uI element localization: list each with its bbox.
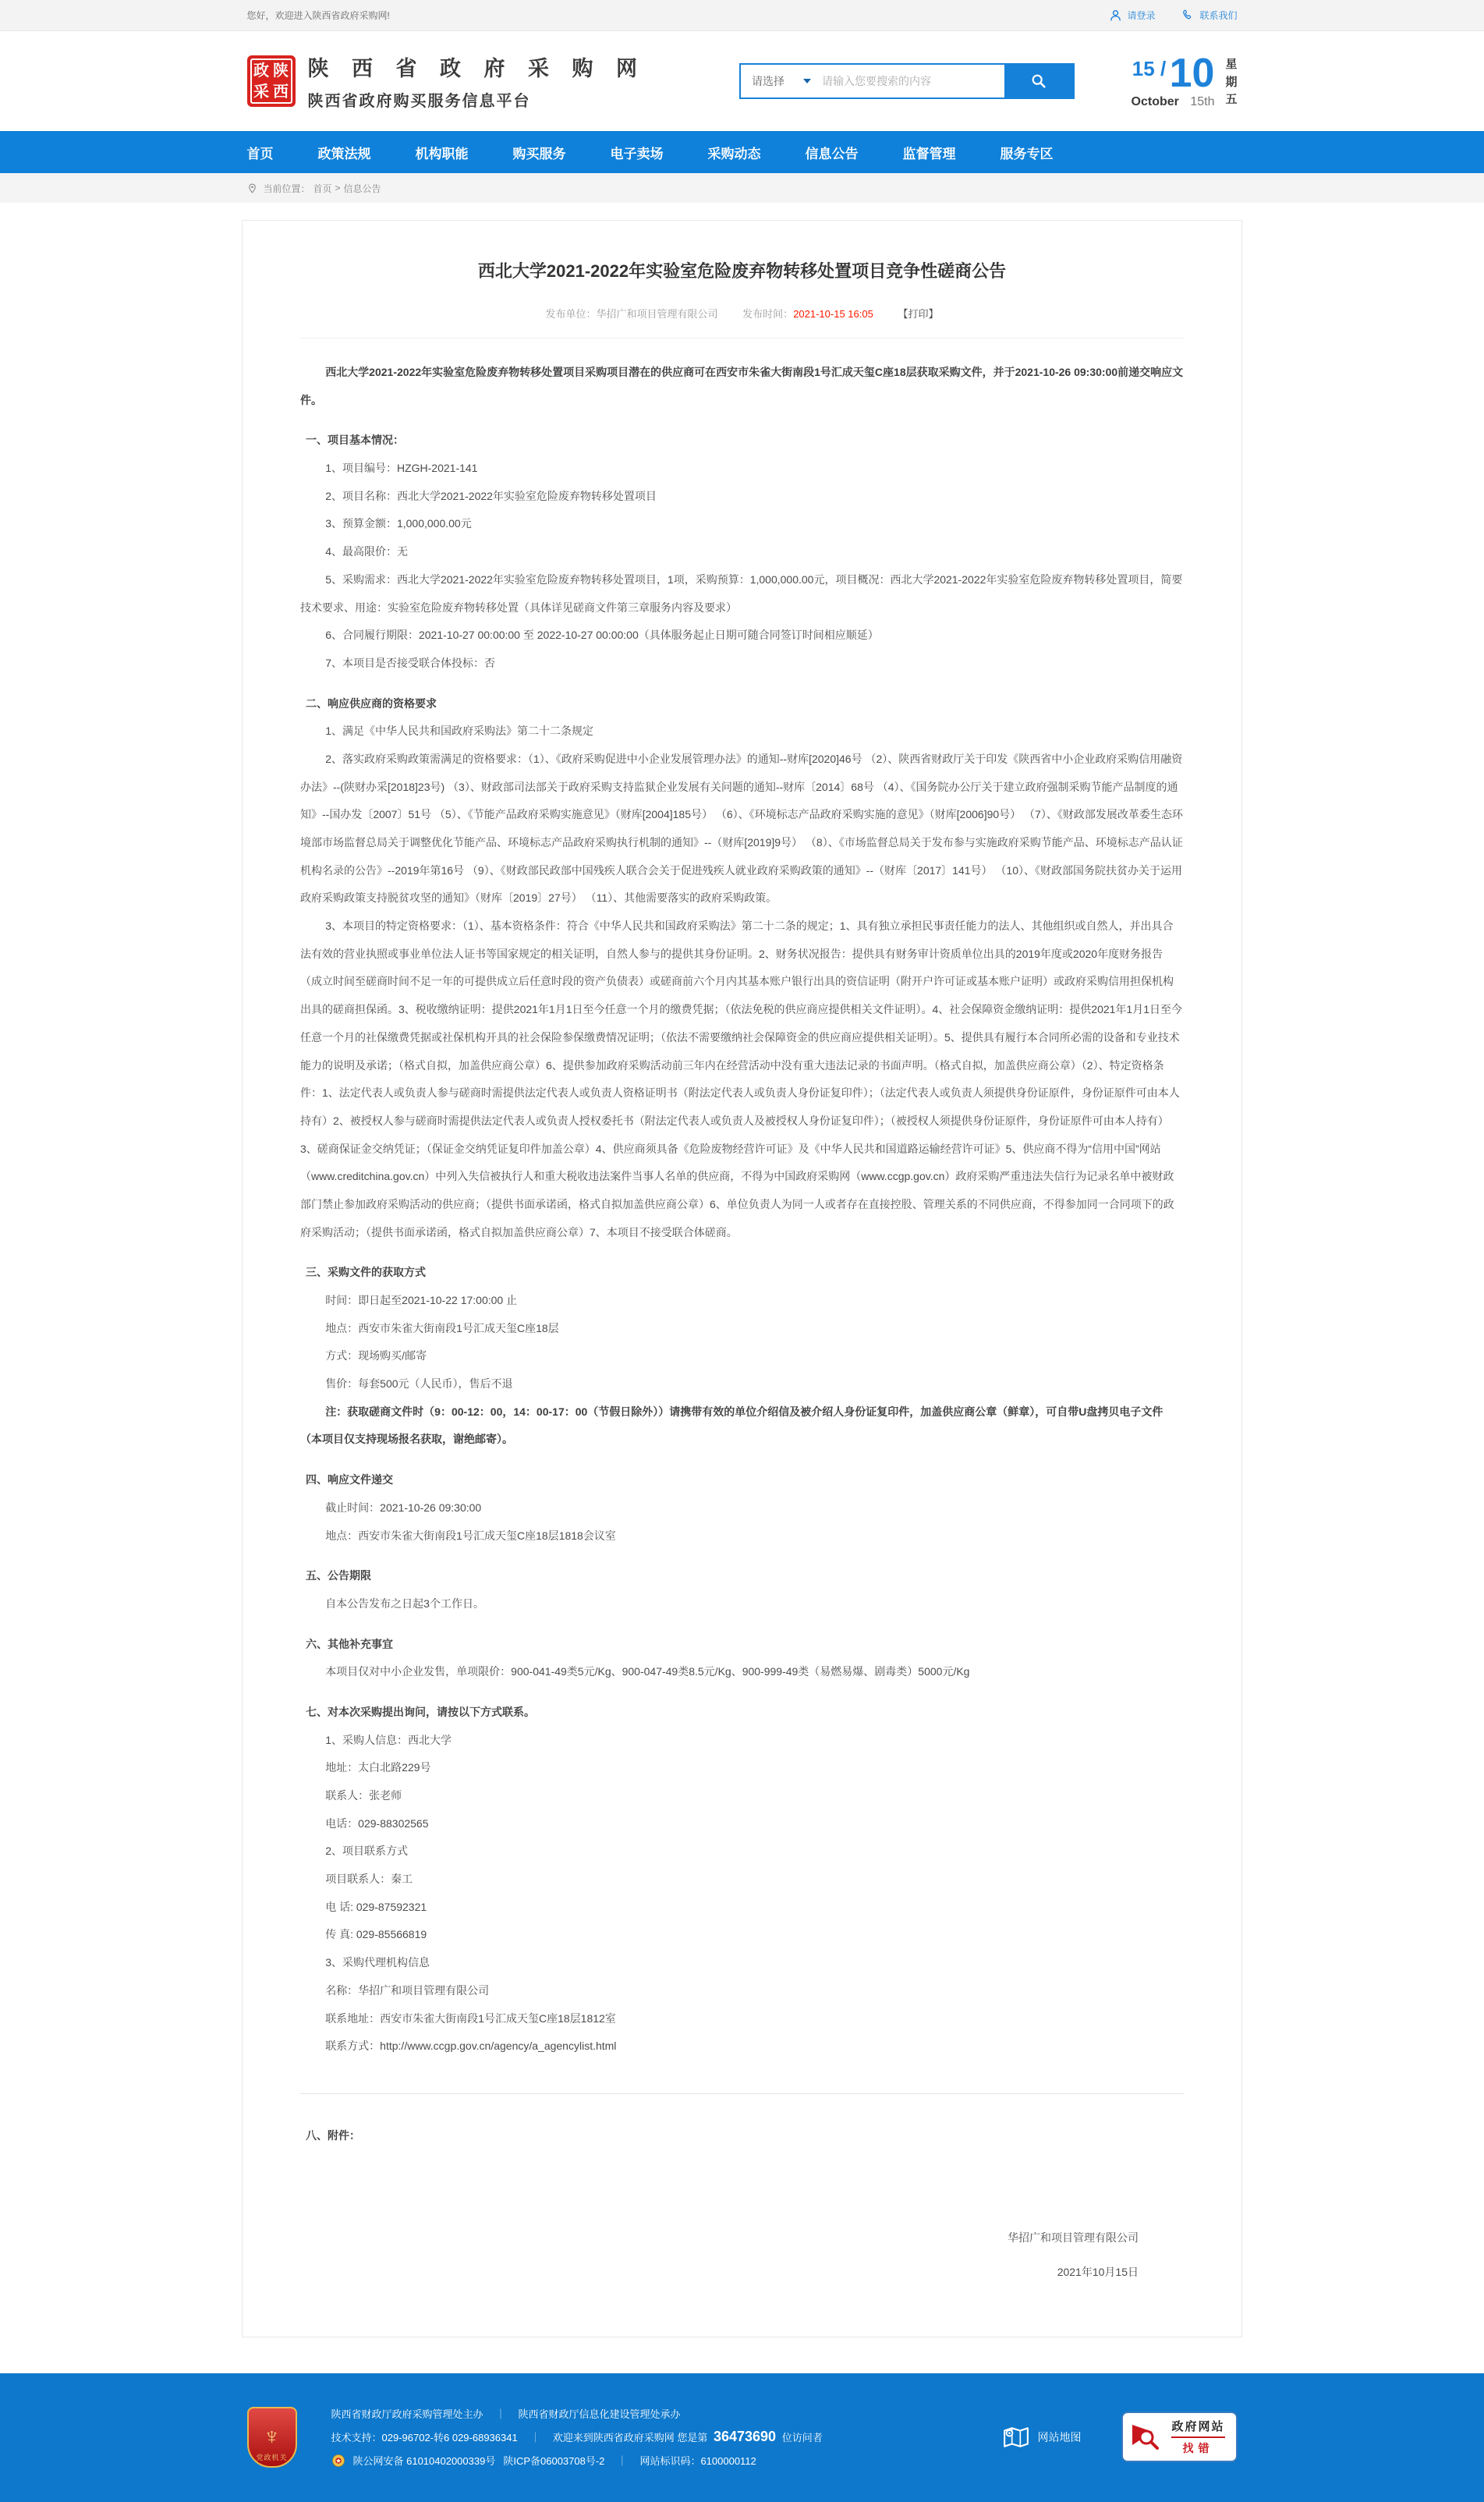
welcome-text: 您好，欢迎进入陕西省政府采购网! <box>246 10 390 21</box>
article-paragraph: 地点：西安市朱雀大街南段1号汇成天玺C座18层1818会议室 <box>325 1529 616 1542</box>
site-subtitle: 陕西省政府购买服务信息平台 <box>307 93 531 110</box>
site-footer: ♆ 党政机关 陕西省财政厅政府采购管理处主办 ｜ 陕西省财政厅信息化建设管理处承办 技术支持：029-96702-转6 029-68936341 ｜ 欢迎来到陕西省政府采购网 您是第 36473690 位访问者 陕公网安备 61010402000339号 陕ICP备06003708号-2 ｜ 网站标识码：6100000112 网站地图 政府网站 找错 <box>0 2373 1484 2502</box>
article-paragraph: 2、落实政府采购政策需满足的资格要求：（1）、《政府采购促进中小企业发展管理办法》的通知--财库[2020]46号 （2）、陕西省财政厅关于印发《陕西省中小企业政府采购信用融资办法》--(陕财办采[2018]23号) （3）、财政部司法部关于政府采购支持监狱企业发展有关问题的通知--财库〔2014〕68号 （4）、《国务院办公厅关于建立政府强制采购节能产品制度的通知》--国办发〔2007〕51号 （5）、《节能产品政府采购实施意见》（财库[2004]185号） （6）、《环境标志产品政府采购实施的意见》（财库[2006]90号） （7）、《财政部发展改革委生态环境部市场监督总局关于调整优化节能产品、环境标志产品政府采购执行机制的通知》--（财库[2019]9号） （8）、《市场监督总局关于发布参与实施政府采购节能产品、环境标志产品认证机构名录的公告》--2019年第16号 （9）、《财政部民政部中国残疾人联合会关于促进残疾人就业政府采购政策的通知》--（财库〔2017〕141号） （10）、《财政部国务院扶贫办关于运用政府采购政策支持脱贫攻坚的通知》（财库〔2019〕27号） （11）、其他需要落实的政府采购政策。 <box>300 752 1183 905</box>
search-category-select[interactable] <box>741 65 822 97</box>
article-paragraph: 注：获取磋商文件时（9：00-12：00，14：00-17：00（节假日除外））请携带有效的单位介绍信及被介绍人身份证复印件，加盖供应商公章（鲜章），可自带U盘拷贝电子文件（本项目仅支持现场报名获取，谢绝邮寄）。 <box>300 1405 1163 1446</box>
main-nav <box>0 131 1484 173</box>
nav-item[interactable]: 机构职能 <box>415 146 469 161</box>
publisher-label: 发布单位： <box>545 308 597 320</box>
logo-seal-icon: 政 陕 采 西 <box>247 55 296 107</box>
article-paragraph: 2、项目名称：西北大学2021-2022年实验室危险废弃物转移处置项目 <box>325 489 657 502</box>
article-paragraph: 2、项目联系方式 <box>325 1845 408 1858</box>
article-paragraph: 1、采购人信息：西北大学 <box>325 1733 452 1746</box>
emblem-label: 党政机关 <box>256 2453 288 2461</box>
nav-item[interactable]: 信息公告 <box>805 146 859 161</box>
publish-time-value: 2021-10-15 16:05 <box>793 308 873 320</box>
print-button[interactable]: 【打印】 <box>898 308 939 320</box>
article-paragraph: 传 真: 029-85566819 <box>325 1928 427 1941</box>
attachment-heading: 八、附件： <box>306 2128 360 2142</box>
footer-gongan-beian[interactable]: 陕公网安备 61010402000339号 <box>352 2455 496 2468</box>
article-paragraph: 时间：即日起至2021-10-22 17:00:00 止 <box>325 1294 518 1306</box>
site-header <box>0 31 1484 131</box>
article-paragraph: 7、本项目是否接受联合体投标：否 <box>325 656 495 669</box>
article-paragraph: 地点：西安市朱雀大街南段1号汇成天玺C座18层 <box>325 1321 559 1334</box>
date-day-en: 15th <box>1190 95 1215 108</box>
article-paragraph: 1、满足《中华人民共和国政府采购法》第二十二条规定 <box>325 725 593 738</box>
article-paragraph: 截止时间：2021-10-26 09:30:00 <box>325 1501 482 1514</box>
article-paragraph: 自本公告发布之日起3个工作日。 <box>325 1597 484 1610</box>
article-paragraph: 五、公告期限 <box>306 1569 371 1582</box>
signature-company: 华招广和项目管理有限公司 <box>1008 2231 1139 2244</box>
article-paragraph: 3、本项目的特定资格要求：（1）、基本资格条件：符合《中华人民共和国政府采购法》第二十二条的规定；1、具有独立承担民事责任能力的法人、其他组织或自然人，并出具合法有效的营业执照或事业单位法人证书等国家规定的相关证明，自然人参与的提供其身份证明。2、财务状况报告：提供具有财务审计资质单位出具的2019年度或2020年度财务报告（成立时间至磋商时间不足一年的可提供成立后任意时段的资产负债表）或磋商前六个月内其基本账户银行出具的资信证明（附开户许可证或基本账户证明）或政府采购信用担保机构出具的磋商担保函。3、税收缴纳证明：提供2021年1月1日至今任意一个月的缴费凭据；（依法免税的供应商应提供相关文件证明）。4、社会保障资金缴纳证明：提供2021年1月1日至今任意一个月的社保缴费凭据或社保机构开具的社会保险参保缴费情况证明；（依法不需要缴纳社会保障资金的供应商应提供相关证明）。5、提供具有履行本合同所必需的设备和专业技术能力的说明及承诺；（格式自拟，加盖供应商公章）6、提供参加政府采购活动前三年内在经营活动中没有重大违法记录的书面声明。（格式自拟，加盖供应商公章）（2）、特定资格条件：1、法定代表人或负责人参与磋商时需提供法定代表人或负责人资格证明书（附法定代表人或负责人身份证复印件）；（法定代表人或负责人须提供身份证原件，身份证原件可由本人持有）2、被授权人参与磋商时需提供法定代表人或负责人授权委托书（附法定代表人或负责人及被授权人身份证复印件）；（被授权人须提供身份证原件，身份证原件可由本人持有）3、磋商保证金交纳凭证；（保证金交纳凭证复印件加盖公章）4、供应商须具备《危险废物经营许可证》及《中华人民共和国道路运输经营许可证》5、供应商不得为“信用中国”网站（www.creditchina.gov.cn）中列入失信被执行人和重大税收违法案件当事人名单的供应商，不得为中国政府采购网（www.ccgp.gov.cn）政府采购严重违法失信行为记录名单中被财政部门禁止参加政府采购活动的供应商；（提供书面承诺函，格式自拟加盖供应商公章）6、单位负责人为同一人或者存在直接控股、管理关系的不同供应商，不得参加同一合同项下的政府采购活动；（提供书面承诺函，格式自拟加盖供应商公章）7、本项目不接受联合体磋商。 <box>300 920 1183 1239</box>
date-widget: 15 / 10 October 15th 星 期 五 <box>1131 51 1238 108</box>
user-icon <box>1109 9 1122 22</box>
article-paragraph: 三、采购文件的获取方式 <box>306 1266 426 1279</box>
article-body <box>300 359 1184 2061</box>
sitemap-label: 网站地图 <box>1037 2430 1082 2444</box>
search-select-label: 请选择 <box>752 75 785 87</box>
article-paragraph: 四、响应文件递交 <box>306 1473 393 1487</box>
article-paragraph: 六、其他补充事宜 <box>306 1637 393 1650</box>
sitemap-icon <box>1003 2426 1029 2449</box>
contact-link[interactable] <box>1181 9 1237 22</box>
gov-site-error-report-badge[interactable] <box>1121 2412 1237 2462</box>
nav-item[interactable]: 首页 <box>246 146 274 161</box>
err-badge-subtitle: 找错 <box>1182 2442 1214 2455</box>
site-logo[interactable] <box>247 51 646 111</box>
sitemap-link[interactable] <box>1003 2426 1081 2449</box>
login-label: 请登录 <box>1127 10 1156 21</box>
contact-label: 联系我们 <box>1199 10 1238 21</box>
publish-time-label: 发布时间： <box>742 308 794 320</box>
footer-tech-support: 技术支持：029-96702-转6 029-68936341 <box>331 2432 518 2444</box>
announcement-card <box>242 220 1242 2337</box>
article-paragraph: 二、响应供应商的资格要求 <box>306 696 437 710</box>
article-paragraph: 联系人：张老师 <box>325 1789 402 1802</box>
breadcrumb-home[interactable]: 首页 <box>313 183 332 194</box>
err-badge-title: 政府网站 <box>1171 2418 1224 2438</box>
article-paragraph: 七、对本次采购提出询问，请按以下方式联系。 <box>306 1705 535 1718</box>
top-bar <box>0 0 1484 31</box>
date-month: 10 <box>1169 51 1215 96</box>
breadcrumb-separator: > <box>335 183 341 193</box>
article-paragraph: 一、项目基本情况： <box>306 434 404 447</box>
article-paragraph: 电 话: 029-87592321 <box>325 1900 427 1913</box>
article-paragraph: 3、预算金额：1,000,000.00元 <box>325 517 472 530</box>
nav-item[interactable]: 政策法规 <box>317 146 371 161</box>
article-paragraph: 本项目仅对中小企业发售，单项限价：900-041-49类5元/Kg、900-047-49类8.5元/Kg、900-999-49类（易燃易爆、剧毒类）5000元/Kg <box>325 1665 970 1678</box>
article-paragraph: 1、项目编号：HZGH-2021-141 <box>325 462 478 475</box>
police-badge-icon <box>331 2454 345 2468</box>
article-paragraph: 5、采购需求：西北大学2021-2022年实验室危险废弃物转移处置项目，1项，采购预算：1,000,000.00元，项目概况：西北大学2021-2022年实验室危险废弃物转移处置项目，简要技术要求、用途：实验室危险废弃物转移处置（具体详见磋商文件第三章服务内容及要求） <box>300 572 1183 614</box>
search-icon <box>1030 73 1047 90</box>
visitor-count: 36473690 <box>713 2429 777 2445</box>
publisher-value: 华招广和项目管理有限公司 <box>596 308 718 320</box>
date-month-en: October <box>1131 95 1179 108</box>
article-paragraph: 方式：现场购买/邮寄 <box>325 1349 427 1363</box>
signature-date: 2021年10月15日 <box>1057 2266 1139 2279</box>
section-divider <box>300 2093 1184 2094</box>
article-paragraph: 4、最高限价：无 <box>325 545 408 558</box>
nav-item[interactable]: 服务专区 <box>1000 146 1054 161</box>
search-input[interactable] <box>822 65 1004 97</box>
article-paragraph: 地址：太白北路229号 <box>325 1761 431 1774</box>
breadcrumb-label: 当前位置： <box>263 183 310 194</box>
article-meta <box>300 306 1184 338</box>
chevron-down-icon <box>803 79 811 83</box>
footer-co-organizer: 陕西省财政厅信息化建设管理处承办 <box>518 2408 681 2421</box>
nav-item[interactable]: 监督管理 <box>902 146 956 161</box>
phone-icon <box>1181 9 1195 22</box>
nav-item[interactable]: 购买服务 <box>512 146 566 161</box>
article-paragraph: 联系地址：西安市朱雀大街南段1号汇成天玺C座18层1812室 <box>325 2011 616 2025</box>
nav-item[interactable]: 采购动态 <box>707 146 761 161</box>
article-paragraph: 联系方式：http://www.ccgp.gov.cn/agency/a_agencylist.html <box>325 2040 617 2053</box>
article-paragraph: 西北大学2021-2022年实验室危险废弃物转移处置项目采购项目潜在的供应商可在西安市朱雀大街南段1号汇成天玺C座18层获取采购文件，并于2021-10-26 09:30:00前递交响应文件。 <box>300 366 1184 406</box>
signature-block <box>300 2220 1184 2291</box>
article-paragraph: 6、合同履行期限：2021-10-27 00:00:00 至 2022-10-27 00:00:00（具体服务起止日期可随合同签订时间相应顺延） <box>325 629 879 642</box>
page-title: 西北大学2021-2022年实验室危险废弃物转移处置项目竞争性磋商公告 <box>477 261 1007 281</box>
date-weekday: 星 期 五 <box>1225 58 1238 106</box>
article-paragraph: 项目联系人：秦工 <box>325 1873 413 1886</box>
article-paragraph: 3、采购代理机构信息 <box>325 1956 430 1969</box>
government-emblem-icon: ♆ 党政机关 <box>247 2407 297 2468</box>
article-paragraph: 名称：华招广和项目管理有限公司 <box>325 1983 490 1997</box>
footer-organizer: 陕西省财政厅政府采购管理处主办 <box>331 2408 483 2421</box>
error-report-icon <box>1129 2422 1163 2453</box>
footer-site-code: 网站标识码：6100000112 <box>639 2455 756 2468</box>
content-area <box>0 203 1484 2373</box>
search-button[interactable] <box>1004 65 1073 97</box>
article-paragraph: 电话：029-88302565 <box>325 1816 429 1830</box>
breadcrumb-current[interactable]: 信息公告 <box>343 183 381 194</box>
article-paragraph: 售价：每套500元（人民币），售后不退 <box>325 1377 513 1391</box>
nav-item[interactable]: 电子卖场 <box>610 146 664 161</box>
footer-icp-beian[interactable]: 陕ICP备06003708号-2 <box>503 2455 605 2468</box>
breadcrumb-bar <box>0 173 1484 203</box>
date-day: 15 <box>1132 57 1155 80</box>
location-pin-icon <box>247 183 257 193</box>
footer-visitor-text: 欢迎来到陕西省政府采购网 您是第 36473690 位访问者 <box>552 2429 823 2445</box>
search-box <box>739 63 1075 99</box>
site-title: 陕 西 省 政 府 采 购 网 <box>307 57 646 80</box>
login-link[interactable] <box>1109 9 1155 22</box>
